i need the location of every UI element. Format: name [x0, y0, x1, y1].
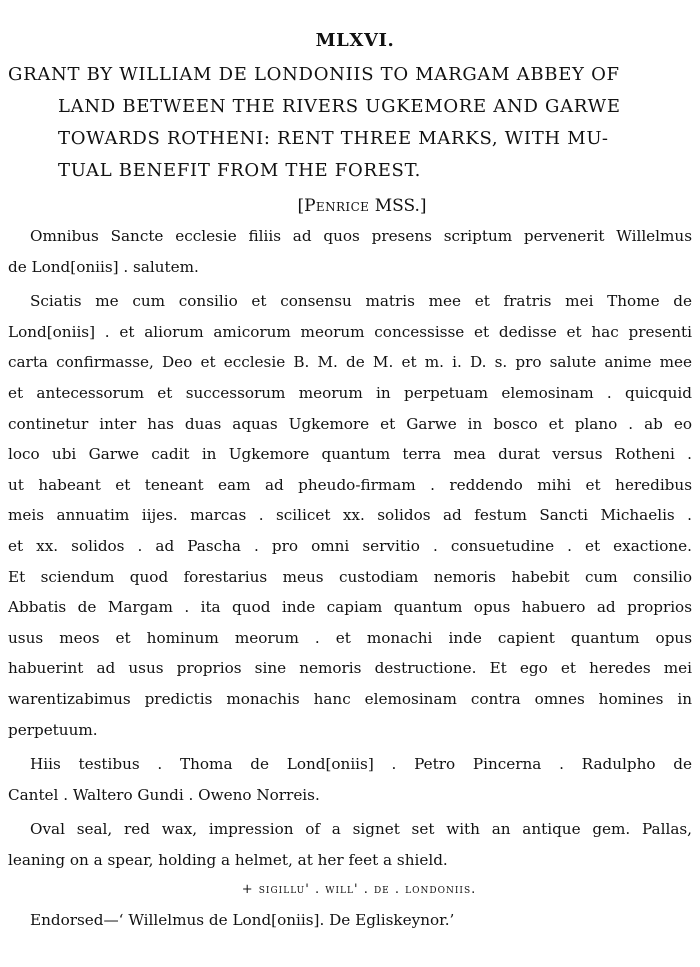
charter-title — [8, 59, 692, 187]
text-line: et antecessorum et successorum meorum in perpetuam elemosinam . quicquid — [8, 383, 692, 402]
witness-paragraph — [8, 749, 692, 810]
text-line: continetur inter has duas aquas Ugkemore et Garwe in bosco et plano . ab eo — [8, 414, 692, 433]
endorsement-line: Endorsed—‘ Willelmus de Lond[oniis]. De Egliskeynor.’ — [30, 911, 455, 930]
seal-description — [8, 814, 692, 875]
address-paragraph — [8, 221, 692, 282]
text-line: carta confirmasse, Deo et ecclesie B. M. de M. et m. i. D. s. pro salute anime mee — [8, 353, 692, 372]
source-rest: MSS.] — [369, 196, 427, 216]
text-line: Oval seal, red wax, impression of a signet set with an antique gem. Pallas, — [30, 820, 692, 839]
text-line: ut habeant et teneant eam ad pheudo-firmam . reddendo mihi et heredibus — [8, 475, 692, 494]
title-line: LAND BETWEEN THE RIVERS UGKEMORE AND GARWE — [58, 96, 621, 117]
text-line: habuerint ad usus proprios sine nemoris destructione. Et ego et heredes mei — [8, 659, 692, 678]
text-line: Sciatis me cum consilio et consensu matris mee et fratris mei Thome de — [30, 292, 692, 311]
text-line: perpetuum. — [8, 720, 98, 739]
text-line: leaning on a spear, holding a helmet, at her feet a shield. — [8, 850, 448, 869]
text-line: Et sciendum quod forestarius meus custodiam nemoris habebit cum consilio — [8, 567, 692, 586]
title-line: TOWARDS ROTHENI: RENT THREE MARKS, WITH MU- — [58, 128, 609, 149]
source-reference — [8, 191, 692, 221]
body-paragraph — [8, 286, 692, 745]
title-line: TUAL BENEFIT FROM THE FOREST. — [58, 160, 422, 181]
endorsement-paragraph — [8, 905, 692, 936]
source-open-bracket: [ — [297, 196, 305, 216]
title-line: GRANT BY WILLIAM DE LONDONIIS TO MARGAM ABBEY OF — [8, 64, 620, 85]
text-line: de Lond[oniis] . salutem. — [8, 257, 199, 276]
text-line: Hiis testibus . Thoma de Lond[oniis] . Petro Pincerna . Radulpho de — [30, 755, 692, 774]
text-line: meis annuatim iijes. marcas . scilicet xx. solidos ad festum Sancti Michaelis . — [8, 506, 692, 525]
text-line: Cantel . Waltero Gundi . Oweno Norreis. — [8, 785, 320, 804]
text-line: usus meos et hominum meorum . et monachi inde capient quantum opus — [8, 628, 692, 647]
text-line: warentizabimus predictis monachis hanc elemosinam contra omnes homines in — [8, 689, 692, 708]
text-line: Abbatis de Margam . ita quod inde capiam quantum opus habuero ad proprios — [8, 598, 692, 617]
text-line: loco ubi Garwe cadit in Ugkemore quantum terra mea durat versus Rotheni . — [8, 445, 692, 464]
text-line: Lond[oniis] . et aliorum amicorum meorum concessisse et dedisse et hac presenti — [8, 322, 692, 341]
seal-legend: + sigillu' . will' . de . londoniis. — [241, 882, 477, 898]
text-line: et xx. solidos . ad Pascha . pro omni servitio . consuetudine . et exactione. — [8, 536, 692, 555]
source-name: Penrice — [304, 196, 370, 216]
charter-number: MLXVI. — [315, 30, 395, 51]
text-line: Omnibus Sancte ecclesie filiis ad quos presens scriptum pervenerit Willelmus — [30, 227, 692, 245]
